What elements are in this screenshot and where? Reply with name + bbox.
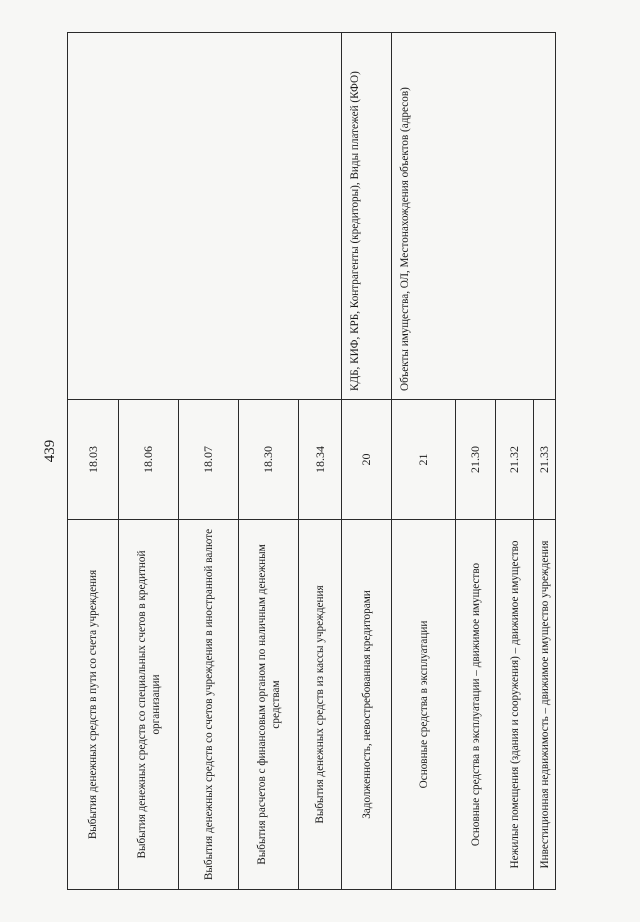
account-code: 18.07 — [179, 400, 239, 520]
account-name: Нежилые помещения (здания и сооружения) – движимое имущество — [496, 520, 534, 890]
account-code: 18.06 — [119, 400, 179, 520]
table-row — [342, 33, 392, 890]
attributes-empty — [68, 33, 342, 400]
account-name: Основные средства в эксплуатации — [392, 520, 456, 890]
account-name: Выбытия денежных средств в пути со счета учреждения — [68, 520, 119, 890]
account-code: 18.30 — [239, 400, 299, 520]
table-row — [68, 33, 119, 890]
account-name: Инвестиционная недвижимость – движимое имущество учреждения — [534, 520, 556, 890]
account-code: 18.34 — [299, 400, 342, 520]
account-code: 21 — [392, 400, 456, 520]
rotated-table-wrapper — [67, 33, 553, 890]
account-name: Выбытия денежных средств из кассы учреждения — [299, 520, 342, 890]
account-name: Выбытия денежных средств со счетов учреждения в иностранной валюте — [179, 520, 239, 890]
attributes-fixed-assets: Объекты имущества, ОЛ, Местонахождения объектов (адресов) — [392, 33, 556, 400]
account-name: Выбытия денежных средств со специальных счетов в кредитной организации — [119, 520, 179, 890]
account-name: Задолженность, невостребованная кредиторами — [342, 520, 392, 890]
account-code: 21.30 — [456, 400, 496, 520]
account-code: 20 — [342, 400, 392, 520]
table-row — [392, 33, 456, 890]
account-name: Выбытия расчетов с финансовым органом по наличным денежным средствам — [239, 520, 299, 890]
attributes-debt: КДБ, КИФ, КРБ, Контрагенты (кредиторы), Виды платежей (КФО) — [342, 33, 392, 400]
account-code: 21.32 — [496, 400, 534, 520]
account-code: 18.03 — [68, 400, 119, 520]
account-code: 21.33 — [534, 400, 556, 520]
accounts-table — [67, 32, 556, 890]
page-number: 439 — [42, 439, 58, 463]
account-name: Основные средства в эксплуатации – движимое имущество — [456, 520, 496, 890]
